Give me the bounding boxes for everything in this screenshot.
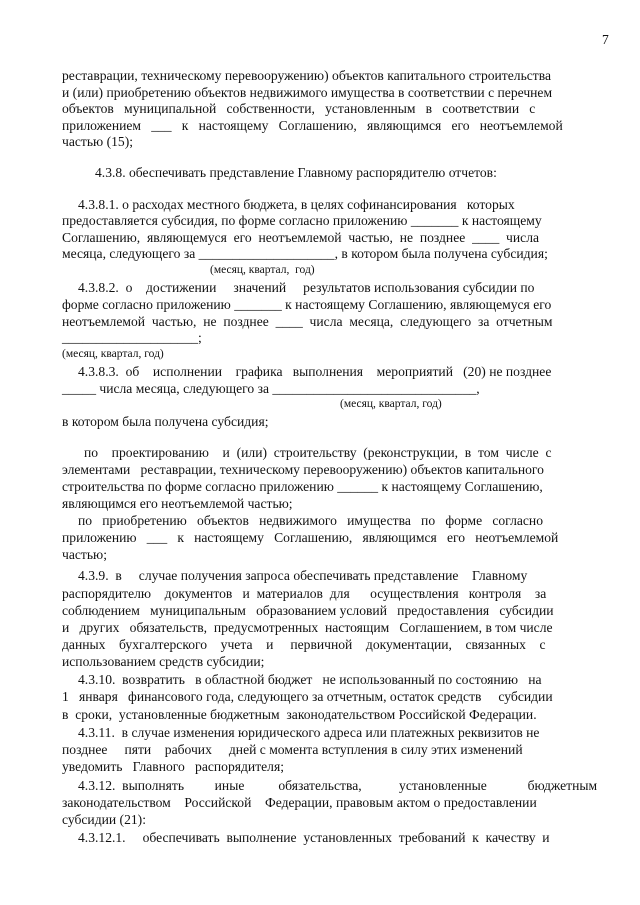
field-caption: (месяц, квартал, год) [340, 398, 442, 410]
text-line: реставрации, техническому перевооружению) объектов капитального строительства [62, 68, 552, 83]
text-line: законодательством Российской Федерации, правовым актом о предоставлении [62, 795, 537, 810]
text-line: частью (15); [62, 134, 134, 149]
text-line: по проектированию и (или) строительству (реконструкции, в том числе с [84, 445, 552, 460]
text-line: субсидии (21): [62, 812, 146, 827]
text-line: предоставляется субсидия, по форме согласно приложению _______ к настоящему [62, 213, 542, 228]
text-line: ____________________; [62, 330, 202, 345]
text-line: использованием средств субсидии; [62, 654, 265, 669]
text-line: 4.3.11. в случае изменения юридического адреса или платежных реквизитов не [78, 725, 540, 740]
section-heading: 4.3.8. обеспечивать представление Главному распорядителю отчетов: [95, 165, 497, 180]
text-line: приложению ___ к настоящему Соглашению, являющимся его неотъемлемой [62, 530, 559, 545]
text-line: 1 января финансового года, следующего за отчетным, остаток средств субсидии [62, 689, 553, 704]
text-line: элементами реставрации, техническому перевооружению) объектов капитального [62, 462, 544, 477]
text-line: Соглашению, являющемуся его неотъемлемой частью, не позднее ____ числа [62, 230, 540, 245]
page-number: 7 [602, 32, 609, 47]
text-line: и (или) приобретению объектов недвижимого имущества в соответствии с перечнем [62, 85, 553, 100]
text-line: 4.3.12. выполнять иные обязательства, установленные бюджетным [78, 778, 598, 793]
text-line: форме согласно приложению _______ к настоящему Соглашению, являющемуся его [62, 297, 552, 312]
text-line: _____ числа месяца, следующего за ______________________________, [62, 381, 480, 396]
text-line: месяца, следующего за ____________________, в котором была получена субсидия; [62, 246, 548, 261]
text-line: по приобретению объектов недвижимого имущества по форме согласно [78, 513, 543, 528]
text-line: в сроки, установленные бюджетным законодательством Российской Федерации. [62, 707, 537, 722]
text-line: уведомить Главного распорядителя; [62, 759, 284, 774]
text-line: и других обязательств, предусмотренных настоящим Соглашением, в том числе [62, 620, 553, 635]
text-line: строительства по форме согласно приложению ______ к настоящему Соглашению, [62, 479, 543, 494]
text-line: в котором была получена субсидия; [62, 414, 269, 429]
text-line: являющимся его неотъемлемой частью; [62, 496, 293, 511]
text-line: соблюдением муниципальным образованием условий предоставления субсидии [62, 603, 554, 618]
text-line: 4.3.12.1. обеспечивать выполнение установленных требований к качеству и [78, 830, 550, 845]
text-line: объектов муниципальной собственности, установленным в соответствии с [62, 101, 536, 116]
text-line: неотъемлемой частью, не позднее ____ числа месяца, следующего за отчетным [62, 314, 553, 329]
field-caption: (месяц, квартал, год) [62, 348, 164, 360]
text-line: данных бухгалтерского учета и первичной документации, связанных с [62, 637, 546, 652]
text-line: 4.3.8.2. о достижении значений результатов использования субсидии по [78, 280, 535, 295]
text-line: частью; [62, 547, 107, 562]
text-line: 4.3.9. в случае получения запроса обеспечивать представление Главному [78, 568, 528, 583]
text-line: приложением ___ к настоящему Соглашению, являющимся его неотъемлемой [62, 118, 563, 133]
text-line: 4.3.8.3. об исполнении графика выполнения мероприятий (20) не позднее [78, 364, 552, 379]
text-line: позднее пяти рабочих дней с момента вступления в силу этих изменений [62, 742, 523, 757]
text-line: 4.3.10. возвратить в областной бюджет не использованный по состоянию на [78, 672, 542, 687]
text-line: распорядителю документов и материалов для осуществления контроля за [62, 586, 547, 601]
field-caption: (месяц, квартал, год) [210, 264, 315, 276]
text-line: 4.3.8.1. о расходах местного бюджета, в целях софинансирования которых [78, 197, 515, 212]
